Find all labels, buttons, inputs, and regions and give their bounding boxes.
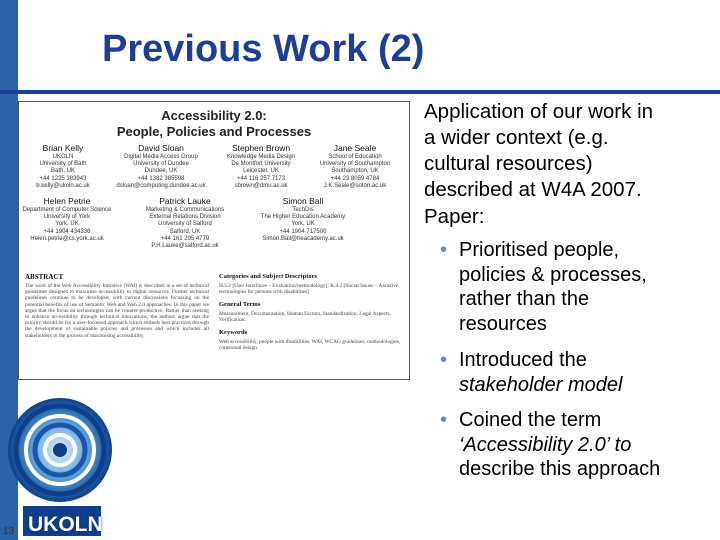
intro-line: Paper:: [424, 205, 485, 228]
terms-heading: General Terms: [219, 301, 261, 308]
abstract-text: The work of the Web Accessibility Initiative (WAI) is described in a set of technical guidelines designed to maximise accessibility to digital resources. Further technical guidelines continue to be developed, with current discussions focussing on the potential benefits of use of Semantic Web and Web 2.0 approaches. In this paper we argue that the focus on technologies can be counter-productive. Rather than seeking to enhance accessibility through technical innovations, the authors argue that the priority should be for a user-focussed approach which embeds best practices through the development of sustainable policies and processes and which includes all stakeholders in the process of maximising accessibility.: [25, 283, 209, 339]
author-block: Stephen Brown Knowledge Media Design De Montfort University Leicester, UK +44 116 257 7173 sbrown@dmu.ac.uk: [226, 143, 296, 189]
paper-image: [18, 101, 410, 380]
intro-line: Application of our work in: [424, 100, 654, 123]
intro-line: cultural resources): [424, 152, 593, 175]
paper-title-line2: People, Policies and Processes: [116, 124, 312, 139]
slide-number: 13: [3, 526, 15, 537]
author-block: David Sloan Digital Media Access Group University of Dundee Dundee, UK +44 1382 385598 dsloan@computing.dundee.ac.uk: [116, 143, 206, 189]
title-rule: [0, 90, 720, 94]
keywords-text: Web accessibility, people with disabilities, WAI, WCAG guidelines, methodologies, contextual design: [219, 339, 401, 352]
author-block: Simon Ball TechDis The Higher Education Academy York, UK +44 1904 717500 Simon.Ball@heacademy.ac.uk: [260, 196, 346, 242]
author-block: Helen Petrie Department of Computer Science University of York York, UK +44 1904 434336 Helen.petrie@cs.york.ac.uk: [22, 196, 112, 242]
categories-heading: Categories and Subject Descriptors: [219, 273, 318, 280]
intro-line: a wider context (e.g.: [424, 126, 609, 149]
author-block: Jane Seale School of Education University of Southampton Southampton, UK +44 23 8059 4784 J.K.Seale@soton.ac.uk: [319, 143, 391, 189]
terms-text: Measurement, Documentation, Human Factors, Standardization, Legal Aspects, Verification.: [219, 311, 392, 324]
bullet-dot-icon: •: [440, 349, 448, 371]
logo-wordmark: UKOLN: [28, 513, 103, 536]
categories-text: H.5.2 [User Interfaces – Evaluation/methodology]; K.4.2 [Social Issues – Assistive technologies for persons with disabilities]: [219, 283, 399, 296]
paper-title-line1: Accessibility 2.0:: [161, 108, 267, 123]
keywords-heading: Keywords: [219, 329, 248, 336]
bullet-dot-icon: •: [440, 409, 448, 431]
slide-title: Previous Work (2): [102, 28, 425, 70]
bullet-dot-icon: •: [440, 239, 448, 261]
abstract-heading: ABSTRACT: [25, 273, 64, 281]
intro-line: described at W4A 2007.: [424, 178, 642, 201]
author-block: Patrick Lauke Marketing & Communications External Relations Division University of Salford Salford, UK +44 161 295 4779 P.H.Lauke@salford.ac.uk: [145, 196, 225, 250]
author-block: Brian Kelly UKOLN University of Bath Bath, UK +44 1225 383943 b.kelly@ukoln.ac.uk: [36, 143, 90, 189]
